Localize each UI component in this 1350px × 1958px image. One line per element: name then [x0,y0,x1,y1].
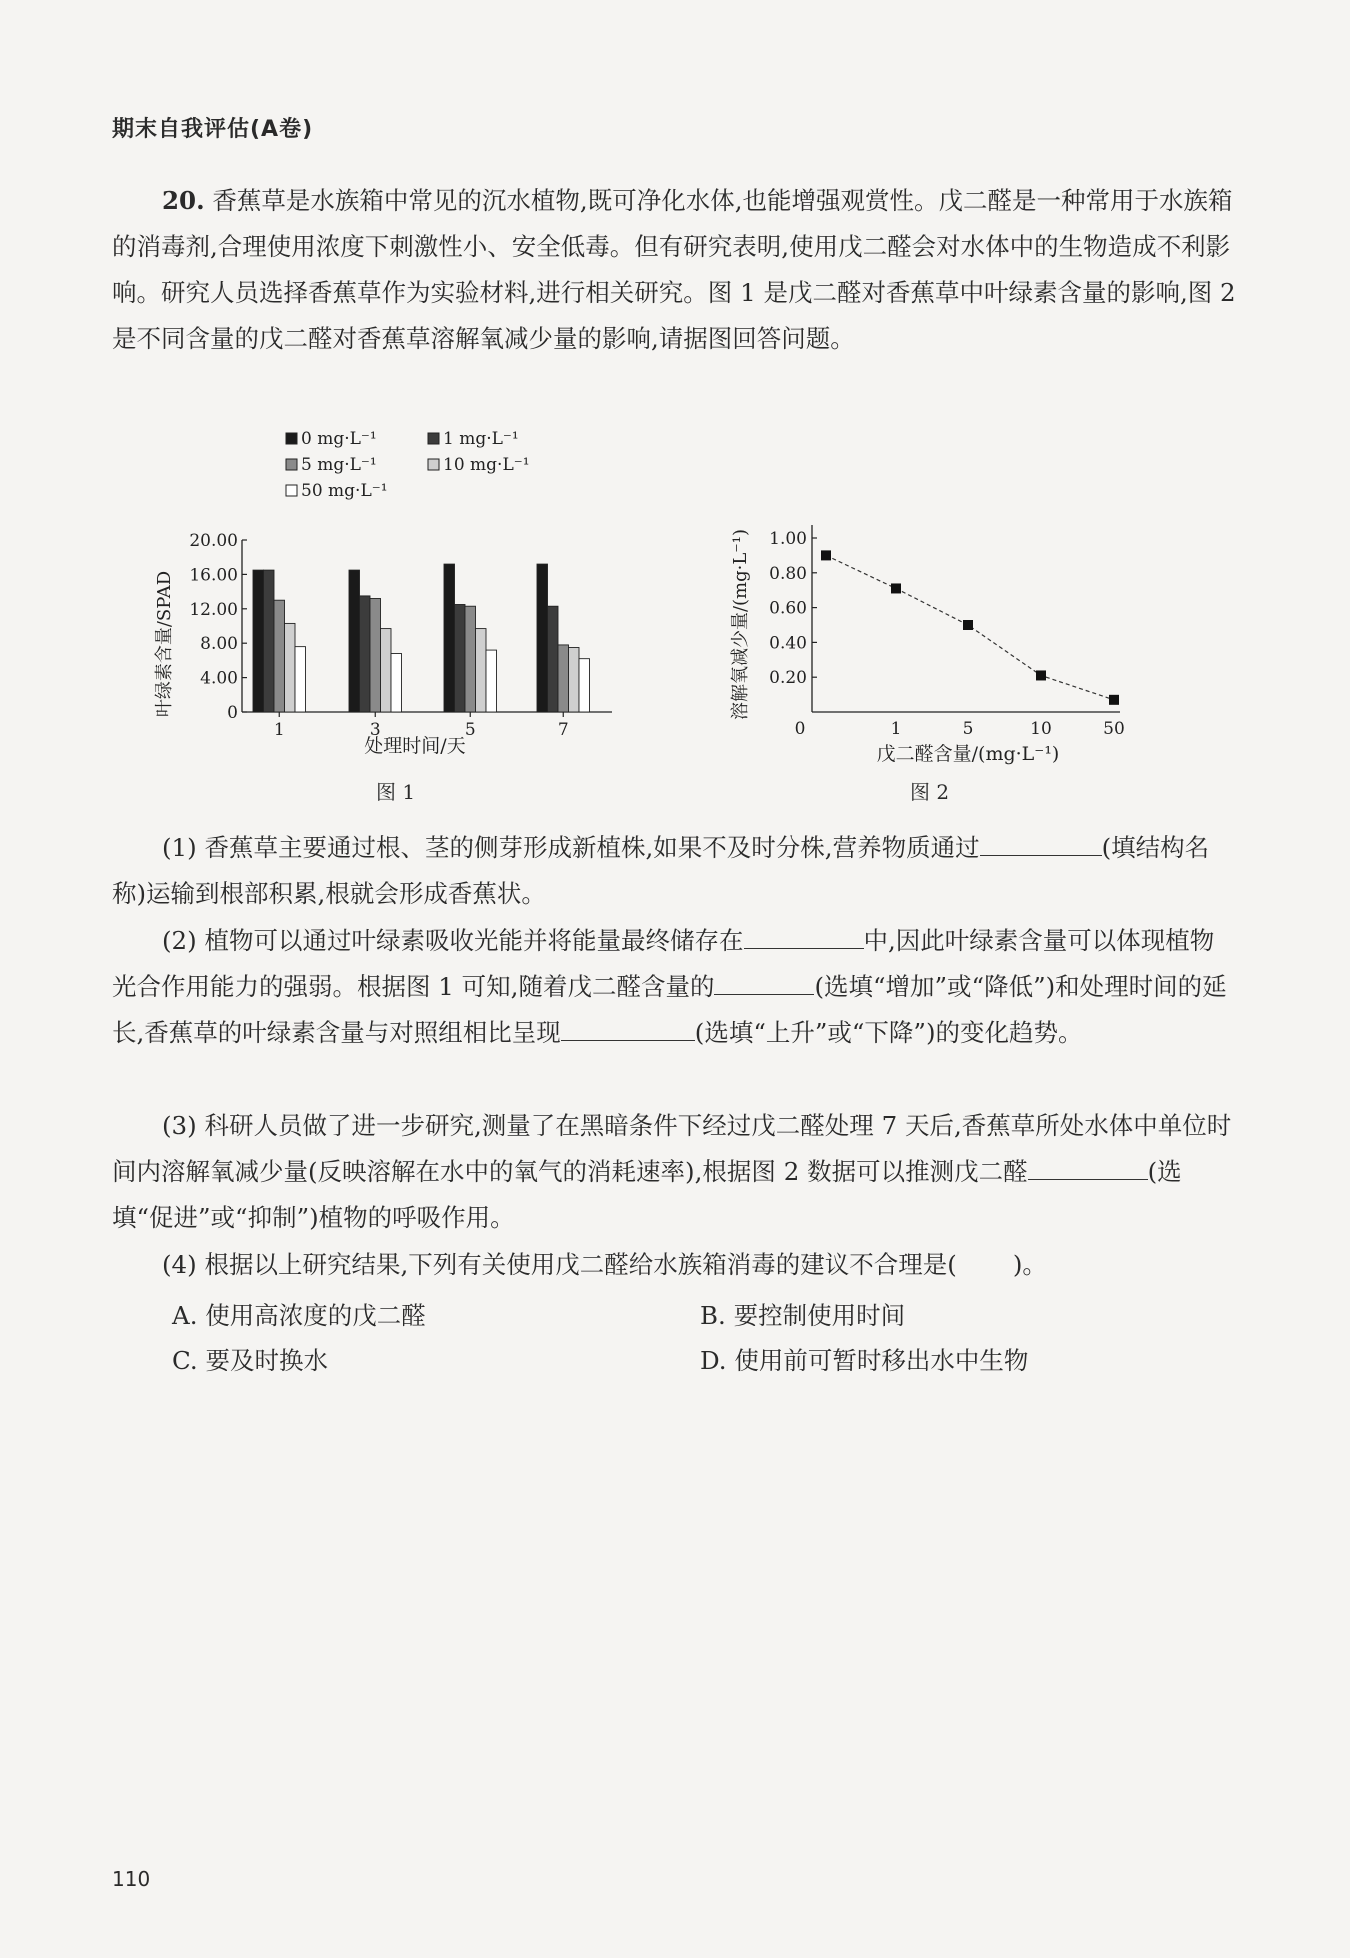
question-intro-text: 香蕉草是水族箱中常见的沉水植物,既可净化水体,也能增强观赏性。戊二醛是一种常用于水族箱的消毒剂,合理使用浓度下刺激性小、安全低毒。但有研究表明,使用戊二醛会对水体中的生物造成不利影响。研究人员选择香蕉草作为实验材料,进行相关研究。图 1 是戊二醛对香蕉草中叶绿素含量的影响,图 2 是不同含量的戊二醛对香蕉草溶解氧减少量的影响,请据图回答问题。 [112,186,1236,353]
y-tick-label: 0 [227,703,238,723]
bar-day3-2 [370,598,381,712]
x-tick-label: 7 [557,720,569,740]
data-point-0 [821,550,831,560]
page-header: 期末自我评估(A卷) [112,117,314,142]
legend-swatch-1 [428,433,439,444]
x-axis-title: 戊二醛含量/(mg·L⁻¹) [876,743,1060,765]
x-tick-label: 5 [464,720,476,740]
sub-question-2-text-c: (选填“增加”或“降低”)和处理时间的延长,香蕉草的叶绿素含量与对照组相比呈现 [112,972,1227,1047]
sub-question-2 [112,918,1238,1056]
figure-2-axes [730,525,1125,765]
data-point-10 [1036,670,1046,680]
sub-question-1 [112,825,1238,917]
sub-question-2-text-d: (选填“上升”或“下降”)的变化趋势。 [694,1018,1083,1047]
legend-swatch-4 [286,485,297,496]
figure-1-bars [253,564,590,712]
figure-1-legend [286,429,530,501]
y-tick-label: 8.00 [200,634,238,655]
choice-b[interactable]: B. 要控制使用时间 [700,1301,906,1330]
sub-question-4-text-cont: )。 [1012,1250,1047,1279]
bar-day7-0 [537,564,548,712]
bar-day3-3 [381,629,392,712]
bar-day1-0 [253,570,264,712]
data-point-1 [891,583,901,593]
y-tick-label: 20.00 [189,531,238,551]
sub-question-4-text: (4) 根据以上研究结果,下列有关使用戊二醛给水族箱消毒的建议不合理是( [162,1250,957,1279]
legend-swatch-3 [428,459,439,470]
bar-day1-2 [274,600,285,712]
answer-blank-5[interactable] [1028,1178,1148,1180]
y-tick-label: 4.00 [200,668,238,689]
data-point-50 [1109,695,1119,705]
x-tick-label: 1 [273,720,285,740]
legend-label-2: 5 mg·L⁻¹ [301,455,377,475]
sub-question-3-text: (3) 科研人员做了进一步研究,测量了在黑暗条件下经过戊二醛处理 7 天后,香蕉草所处水体中单位时间内溶解氧减少量(反映溶解在水中的氧气的消耗速率),根据图 2 数据可以推测戊二醛 [112,1111,1232,1186]
bar-day7-2 [558,645,569,712]
x-tick-label: 5 [962,719,974,739]
sub-question-3 [112,1103,1238,1241]
y-tick-label: 0.40 [769,633,807,654]
x-tick-label: 50 [1103,719,1125,739]
y-axis-title: 溶解氧减少量/(mg·L⁻¹) [730,528,751,721]
y-tick-label: 16.00 [189,565,238,586]
bar-day1-4 [295,647,306,712]
figure-1-chlorophyll-bar-chart [150,425,630,765]
answer-blank-1[interactable] [980,854,1102,856]
bar-day7-4 [579,659,590,712]
bar-day3-4 [391,654,402,712]
bar-day7-3 [569,648,580,713]
legend-label-4: 50 mg·L⁻¹ [301,481,388,501]
y-tick-label: 12.00 [189,599,238,620]
legend-swatch-0 [286,433,297,444]
question-number: 20. [162,186,205,215]
y-tick-label: 1.00 [769,529,807,549]
x-tick-label: 1 [890,719,902,739]
bar-day5-4 [486,650,497,712]
choice-c[interactable]: C. 要及时换水 [172,1346,328,1375]
sub-question-2-text-b: 中,因此叶绿素含量可以体现植物光合作用能力的强弱。根据图 1 可知,随着戊二醛含量的 [112,926,1215,1001]
figure-1-caption: 图 1 [376,780,416,804]
x-tick-label: 10 [1030,719,1052,739]
legend-label-0: 0 mg·L⁻¹ [301,429,377,449]
answer-blank-2[interactable] [744,947,864,949]
bar-day1-3 [285,623,296,712]
figure-2-line [821,550,1119,704]
bar-day5-1 [455,605,466,713]
y-axis-title: 叶绿素含量/SPAD [154,570,175,718]
sub-question-1-text: (1) 香蕉草主要通过根、茎的侧芽形成新植株,如果不及时分株,营养物质通过 [162,833,980,862]
y-tick-label: 0.60 [769,598,807,619]
x-tick-label: 0 [794,719,806,739]
figure-2-dissolved-oxygen-line-chart [720,495,1140,770]
bar-day5-2 [465,606,476,712]
legend-swatch-2 [286,459,297,470]
x-axis-title: 处理时间/天 [364,735,466,757]
data-point-5 [963,620,973,630]
sub-question-3-text-cont: (选填“促进”或“抑制”)植物的呼吸作用。 [112,1157,1182,1232]
sub-question-4 [112,1242,1238,1288]
x-tick-label: 3 [369,720,381,740]
legend-label-1: 1 mg·L⁻¹ [443,429,519,449]
page-number: 110 [112,1867,151,1891]
bar-day3-1 [360,596,371,712]
figure-2-caption: 图 2 [910,780,950,804]
answer-blank-4[interactable] [561,1039,695,1041]
choice-d[interactable]: D. 使用前可暂时移出水中生物 [700,1346,1029,1375]
bar-day5-0 [444,564,455,712]
bar-day3-0 [349,570,360,712]
legend-label-3: 10 mg·L⁻¹ [443,455,530,475]
sub-question-1-text-cont: (填结构名称)运输到根部积累,根就会形成香蕉状。 [112,833,1210,908]
y-tick-label: 0.20 [769,668,807,689]
question-intro [112,178,1238,362]
choice-a[interactable]: A. 使用高浓度的戊二醛 [172,1301,426,1330]
bar-day5-3 [476,629,487,712]
bar-day1-1 [264,570,275,712]
bar-day7-1 [548,606,559,712]
answer-blank-3[interactable] [714,993,814,995]
y-tick-label: 0.80 [769,563,807,584]
sub-question-2-text: (2) 植物可以通过叶绿素吸收光能并将能量最终储存在 [162,926,744,955]
